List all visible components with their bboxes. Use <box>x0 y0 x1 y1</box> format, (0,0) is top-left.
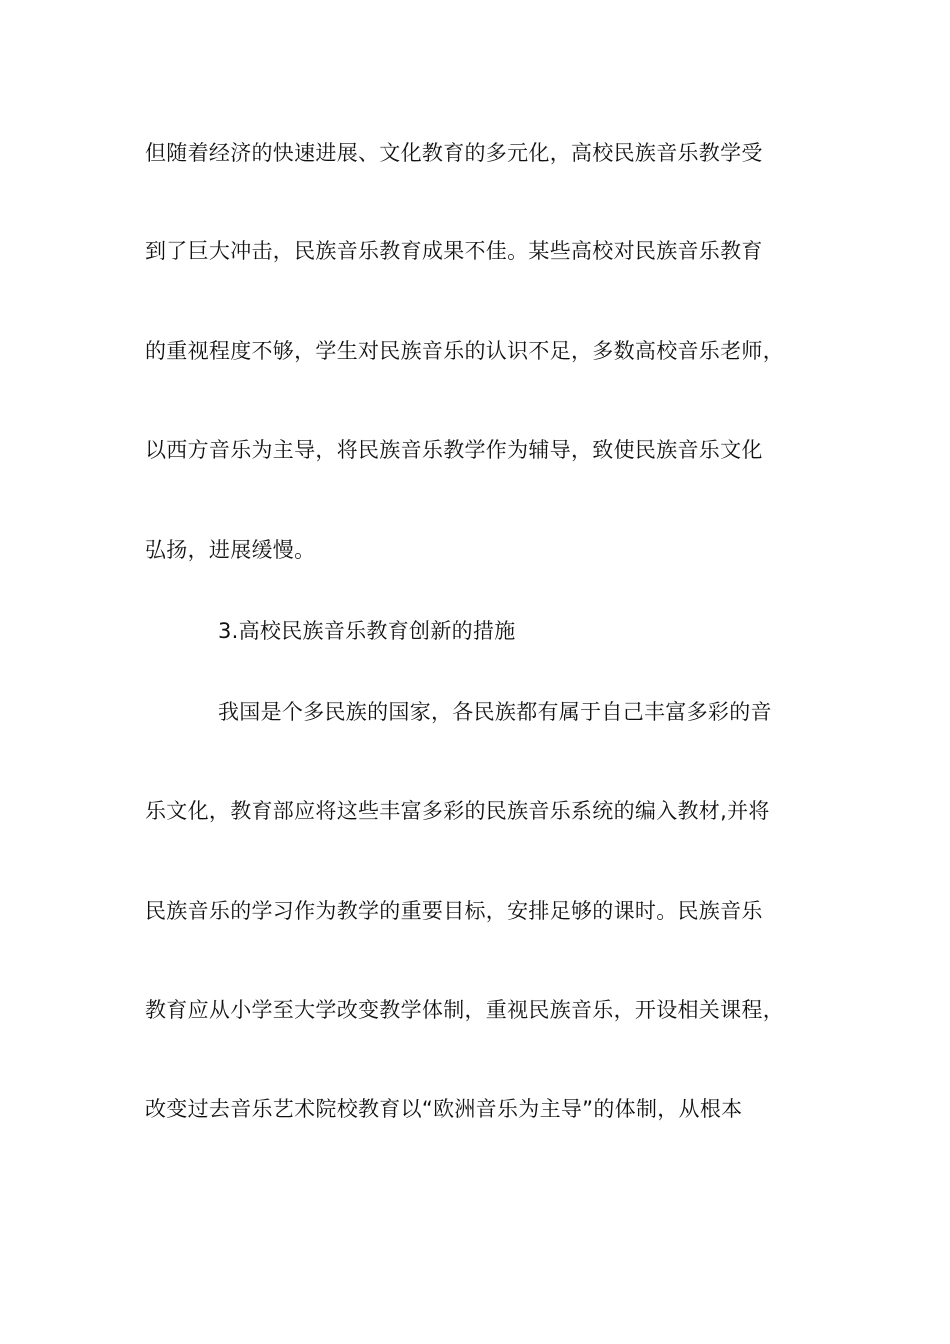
paragraph-line: 到了巨大冲击，民族音乐教育成果不佳。某些高校对民族音乐教育 <box>145 239 763 263</box>
paragraph-line: 以西方音乐为主导，将民族音乐教学作为辅导，致使民族音乐文化 <box>145 438 763 462</box>
paragraph-line: 我国是个多民族的国家，各民族都有属于自己丰富多彩的音 <box>218 700 772 724</box>
paragraph-line: 但随着经济的快速进展、文化教育的多元化，高校民族音乐教学受 <box>145 141 763 165</box>
paragraph-line: 弘扬，进展缓慢。 <box>145 538 316 562</box>
paragraph-line: 教育应从小学至大学改变教学体制，重视民族音乐，开设相关课程， <box>145 998 784 1022</box>
paragraph-line: 民族音乐的学习作为教学的重要目标，安排足够的课时。民族音乐 <box>145 899 763 923</box>
paragraph-line: 的重视程度不够，学生对民族音乐的认识不足，多数高校音乐老师， <box>145 339 784 363</box>
paragraph-line: 乐文化，教育部应将这些丰富多彩的民族音乐系统的编入教材,并将 <box>145 799 770 823</box>
paragraph-line: 改变过去音乐艺术院校教育以“欧洲音乐为主导”的体制，从根本 <box>145 1097 743 1121</box>
section-heading: 3.高校民族音乐教育创新的措施 <box>218 619 516 643</box>
